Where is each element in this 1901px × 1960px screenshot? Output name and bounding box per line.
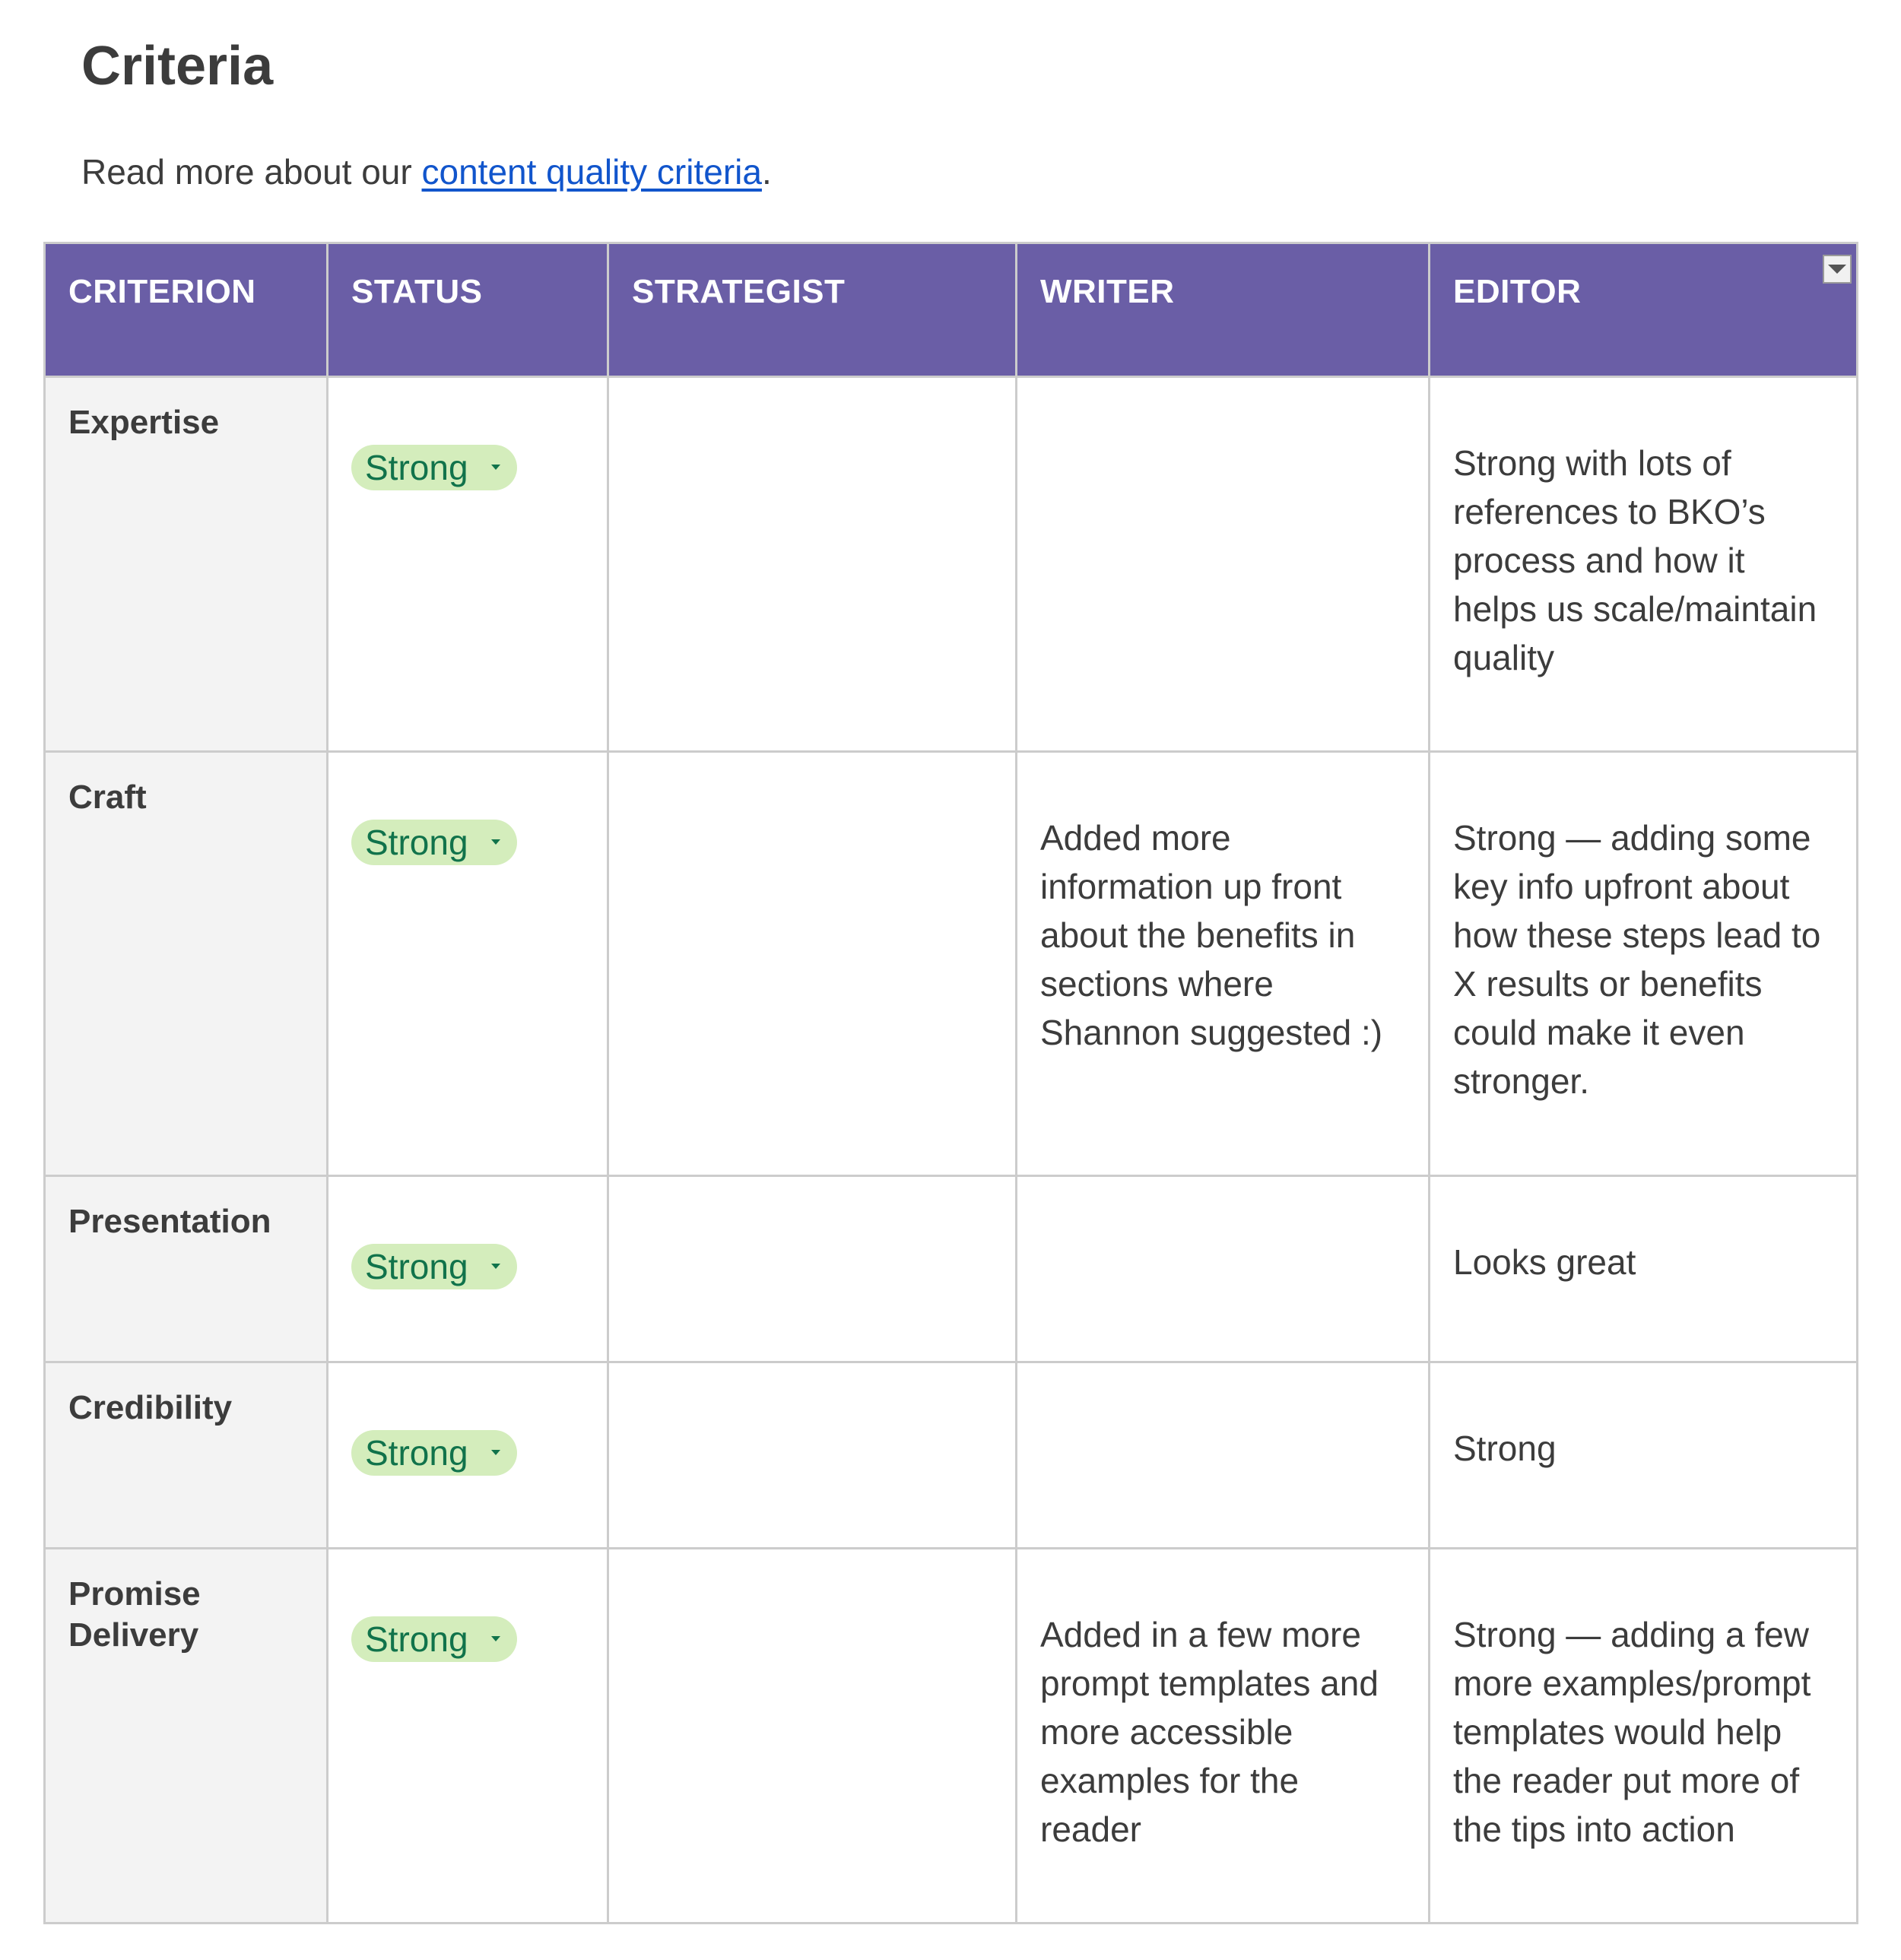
strategist-cell[interactable] [608, 1549, 1017, 1924]
status-cell [328, 377, 608, 752]
table-row [45, 1549, 1858, 1924]
chevron-down-icon [491, 839, 500, 845]
status-chip-label: Strong [365, 448, 468, 487]
criterion-cell: Presentation [45, 1176, 328, 1362]
column-header-strategist[interactable]: STRATEGIST [608, 243, 1017, 377]
column-header-status[interactable]: STATUS [328, 243, 608, 377]
writer-cell[interactable] [1017, 1362, 1430, 1549]
filter-dropdown-icon[interactable] [1823, 255, 1852, 284]
editor-cell[interactable]: Strong — adding some key info upfront about how these steps lead to X results or benefits could make it even stronger. [1430, 752, 1858, 1176]
writer-cell[interactable]: Added more information up front about the benefits in sections where Shannon suggested :) [1017, 752, 1430, 1176]
status-chip[interactable] [351, 820, 517, 865]
header-row [45, 243, 1858, 377]
table-row [45, 1176, 1858, 1362]
criteria-table [43, 242, 1858, 1924]
writer-cell[interactable]: Added in a few more prompt templates and more accessible examples for the reader [1017, 1549, 1430, 1924]
status-cell [328, 752, 608, 1176]
status-cell [328, 1362, 608, 1549]
writer-cell[interactable] [1017, 377, 1430, 752]
strategist-cell[interactable] [608, 377, 1017, 752]
status-chip[interactable] [351, 1244, 517, 1289]
content-quality-criteria-link[interactable]: content quality criteria [421, 152, 762, 192]
strategist-cell[interactable] [608, 1362, 1017, 1549]
editor-cell[interactable]: Strong [1430, 1362, 1858, 1549]
status-chip-label: Strong [365, 1433, 468, 1473]
intro-suffix: . [761, 152, 772, 192]
table-row [45, 377, 1858, 752]
chevron-down-icon [491, 1264, 500, 1269]
strategist-cell[interactable] [608, 1176, 1017, 1362]
status-chip-label: Strong [365, 1247, 468, 1286]
status-chip[interactable] [351, 1616, 517, 1662]
intro-text [81, 149, 772, 195]
table-row [45, 1362, 1858, 1549]
status-chip-label: Strong [365, 1619, 468, 1659]
criterion-cell: Promise Delivery [45, 1549, 328, 1924]
editor-cell[interactable]: Strong with lots of references to BKO’s process and how it helps us scale/maintain quality [1430, 377, 1858, 752]
table-row [45, 752, 1858, 1176]
strategist-cell[interactable] [608, 752, 1017, 1176]
page-title: Criteria [81, 36, 274, 97]
criterion-cell: Expertise [45, 377, 328, 752]
editor-cell[interactable]: Looks great [1430, 1176, 1858, 1362]
status-chip-label: Strong [365, 823, 468, 862]
status-cell [328, 1549, 608, 1924]
chevron-down-icon [491, 1636, 500, 1641]
intro-prefix: Read more about our [81, 152, 422, 192]
column-header-editor[interactable] [1430, 243, 1858, 377]
column-header-criterion[interactable]: CRITERION [45, 243, 328, 377]
status-chip[interactable] [351, 1430, 517, 1476]
status-cell [328, 1176, 608, 1362]
column-header-editor-label: EDITOR [1453, 273, 1582, 310]
chevron-down-icon [491, 1450, 500, 1455]
editor-cell[interactable]: Strong — adding a few more examples/prompt templates would help the reader put more of the tips into action [1430, 1549, 1858, 1924]
criterion-cell: Craft [45, 752, 328, 1176]
chevron-down-icon [491, 465, 500, 470]
column-header-writer[interactable]: WRITER [1017, 243, 1430, 377]
status-chip[interactable] [351, 445, 517, 490]
criterion-cell: Credibility [45, 1362, 328, 1549]
writer-cell[interactable] [1017, 1176, 1430, 1362]
